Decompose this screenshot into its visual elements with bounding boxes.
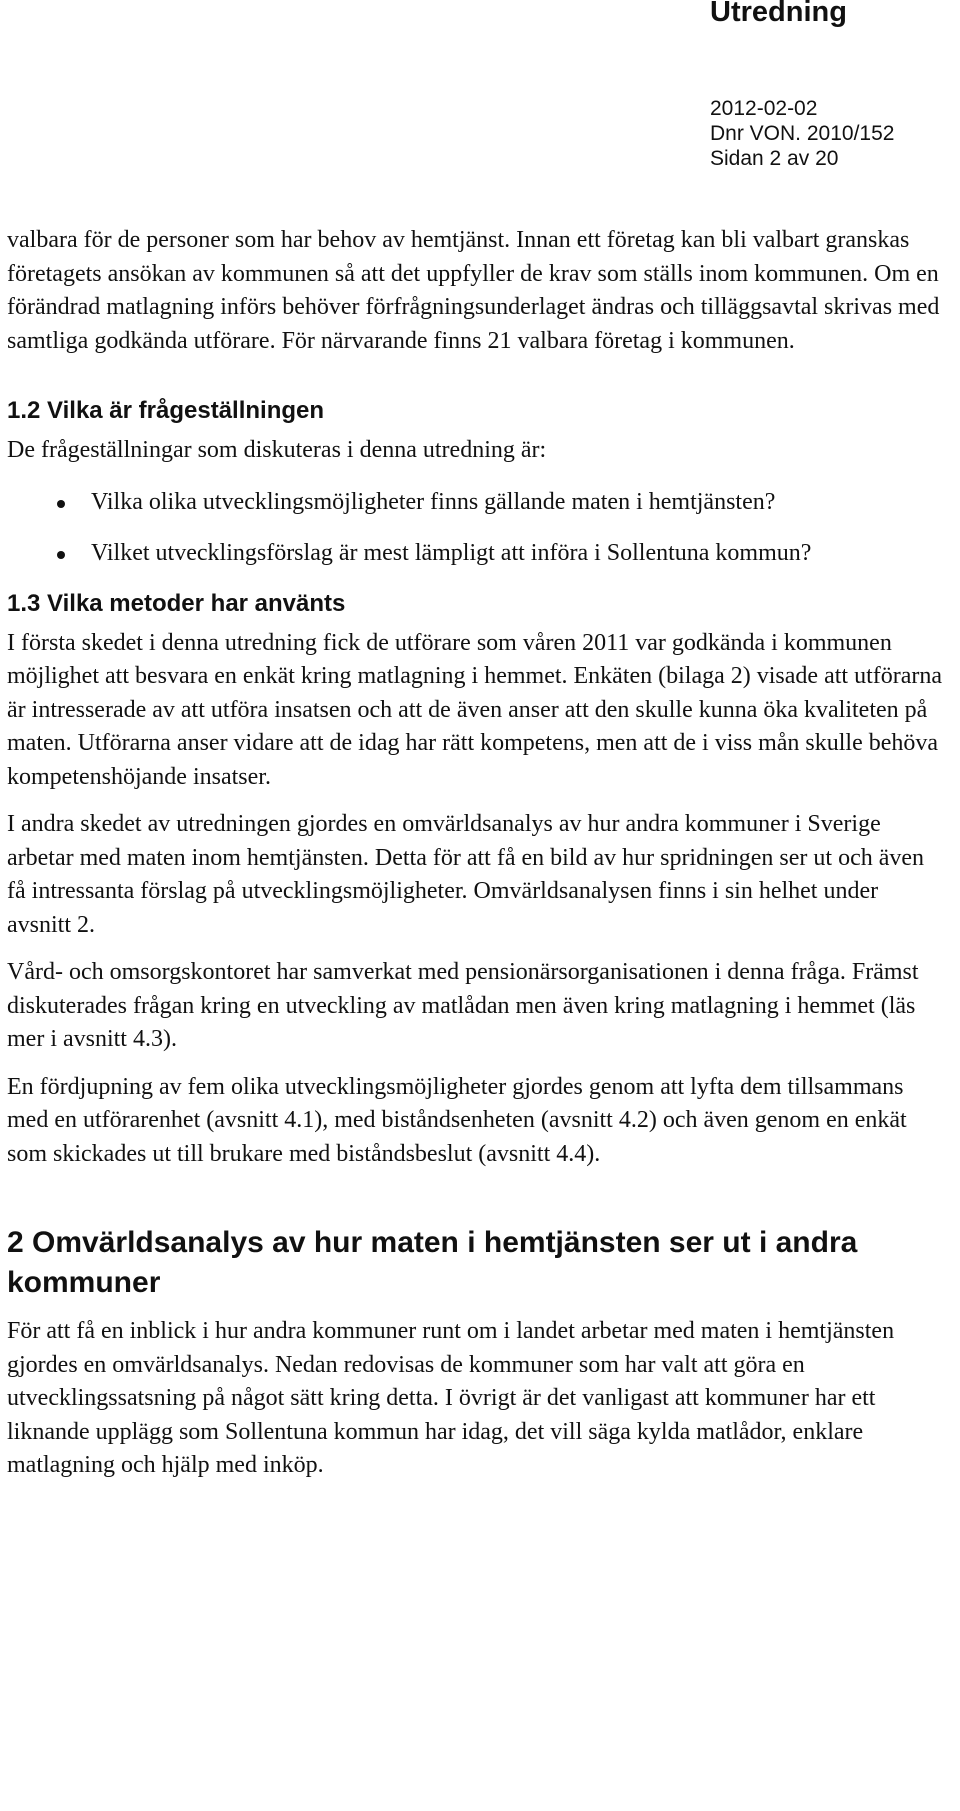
section-2-heading: 2 Omvärldsanalys av hur maten i hemtjänsten ser ut i andra kommuner: [7, 1226, 858, 1299]
document-body: [7, 224, 947, 1483]
list-item: [7, 537, 947, 571]
document-date: 2012-02-02: [710, 97, 818, 120]
section-1-3-paragraph-1: I första skedet i denna utredning fick de utförare som våren 2011 var godkända i kommunen möjlighet att besvara en enkät kring matlagning i hemmet. Enkäten (bilaga 2) visade att utförarna är intresserade av att utföra insatsen och att de även anser att den skulle kunna öka kvaliteten på maten. Utförarna anser vidare att de idag har rätt kompetens, men att de i viss mån skulle behöva kompetenshöjande insatser.: [7, 629, 943, 790]
document-dnr: Dnr VON. 2010/152: [710, 122, 895, 145]
question-text: Vilket utvecklingsförslag är mest lämpligt att införa i Sollentuna kommun?: [91, 540, 812, 566]
section-1-2-lead: De frågeställningar som diskuteras i denna utredning är:: [7, 437, 547, 463]
question-text: Vilka olika utvecklingsmöjligheter finns gällande maten i hemtjänsten?: [91, 488, 776, 515]
section-1-3-paragraph-3: Vård- och omsorgskontoret har samverkat med pensionärsorganisationen i denna fråga. Främst diskuterades frågan kring en utveckling av matlådan men även kring matlagning i hemmet (läs mer i avsnitt 4.3).: [7, 959, 919, 1052]
section-1-3-paragraph-4: En fördjupning av fem olika utvecklingsmöjligheter gjordes genom att lyfta dem tillsammans med en utförarenhet (avsnitt 4.1), med biståndsenheten (avsnitt 4.2) och även genom en enkät som skickades ut till brukare med biståndsbeslut (avsnitt 4.4).: [7, 1073, 907, 1167]
question-list: [7, 486, 947, 571]
intro-paragraph: valbara för de personer som har behov av hemtjänst. Innan ett företag kan bli valbart granskas företagets ansökan av kommunen så att det uppfyller de krav som ställs inom kommunen. Om en förändrad matlagning införs behöver förfrågningsunderlaget ändras och tilläggsavtal skrivas med samtliga godkända utförare. För närvarande finns 21 valbara företag i kommunen.: [7, 227, 940, 354]
page-number: Sidan 2 av 20: [710, 147, 839, 170]
section-2-paragraph-1: För att få en inblick i hur andra kommuner runt om i landet arbetar med maten i hemtjänsten gjordes en omvärldsanalys. Nedan redovisas de kommuner som har valt att göra en utvecklingssatsning på något sätt kring detta. I övrigt är det vanligast att kommuner har ett liknande upplägg som Sollentuna kommun har idag, det vill säga kylda matlådor, enklare matlagning och hjälp med inköp.: [7, 1318, 895, 1478]
section-1-2-heading: 1.2 Vilka är frågeställningen: [7, 397, 325, 424]
bullet-icon: [57, 500, 65, 508]
document-meta: [710, 96, 894, 171]
list-item: [7, 486, 947, 520]
bullet-icon: [57, 551, 65, 559]
document-type-label: Utredning: [710, 0, 847, 28]
section-1-3-heading: 1.3 Vilka metoder har använts: [7, 589, 346, 617]
section-1-3-paragraph-2: I andra skedet av utredningen gjordes en omvärldsanalys av hur andra kommuner i Sverige arbetar med maten inom hemtjänsten. Detta för att få en bild av hur spridningen ser ut och även få intressanta förslag på utvecklingsmöjligheter. Omvärldsanalysen finns i sin helhet under avsnitt 2.: [7, 811, 925, 938]
